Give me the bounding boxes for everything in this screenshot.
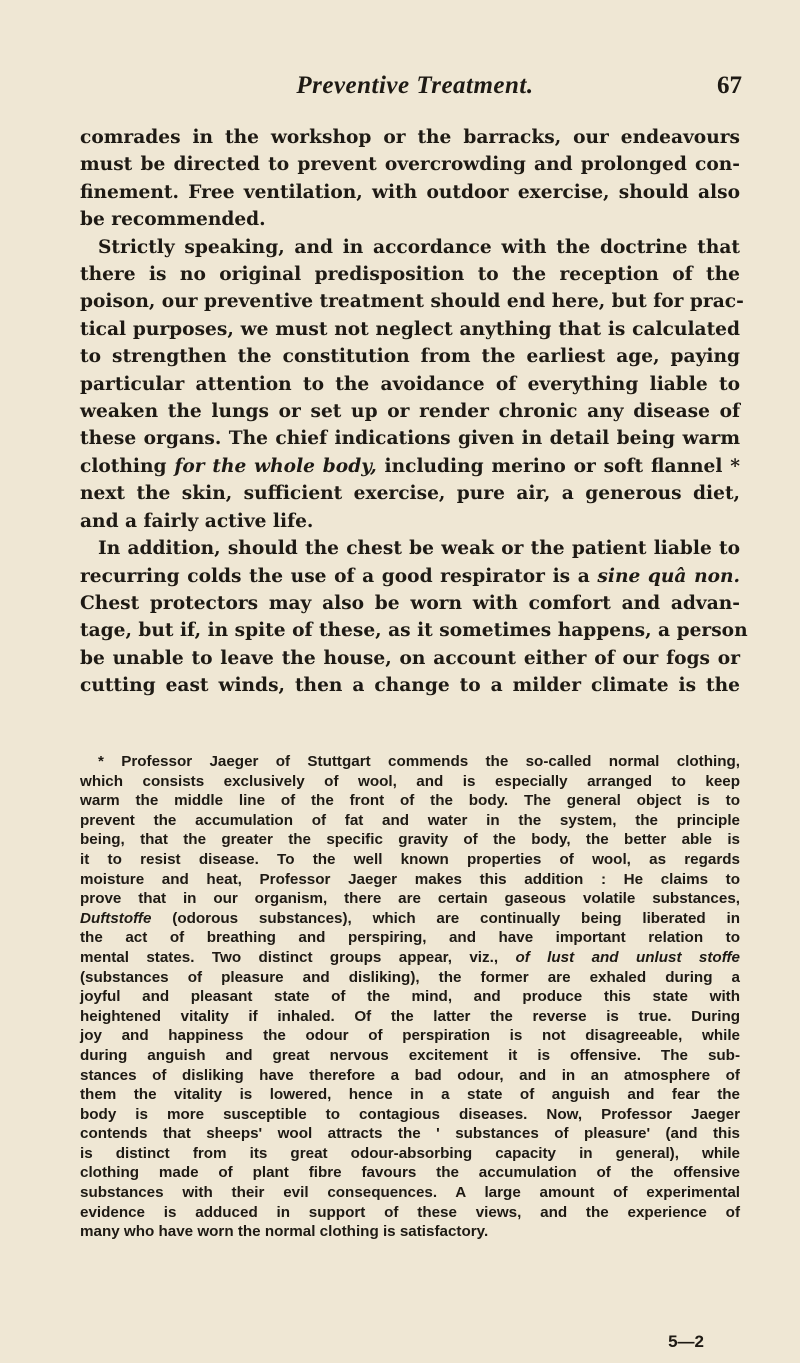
footnote-line: during anguish and great nervous excitement it is offensive. The sub- xyxy=(80,1046,740,1064)
footnote-line: body is more susceptible to contagious diseases. Now, Professor Jaeger xyxy=(80,1105,740,1123)
text-line: must be directed to prevent overcrowding and prolonged con- xyxy=(80,154,740,176)
footnote-line: which consists exclusively of wool, and is especially arranged to keep xyxy=(80,772,740,790)
text-line: be unable to leave the house, on account either of our fogs or xyxy=(80,647,740,669)
signature-mark: 5—2 xyxy=(668,1332,704,1351)
footnote-line: warm the middle line of the front of the body. The general object is to xyxy=(80,792,740,810)
text-line: cutting east winds, then a change to a milder climate is the xyxy=(80,675,740,697)
footnote xyxy=(80,752,740,1242)
footnote-line: contends that sheeps' wool attracts the ' substances of pleasure' (and this xyxy=(80,1125,740,1143)
footnote-line: evidence is adduced in support of these views, and the experience of xyxy=(80,1203,740,1221)
footnote-line: prove that in our organism, there are certain gaseous volatile substances, xyxy=(80,890,740,908)
footnote-line: clothing made of plant fibre favours the accumulation of the offensive xyxy=(80,1164,740,1182)
text-line: be recommended. xyxy=(80,209,266,231)
italic-phrase: for the whole body, xyxy=(174,455,377,477)
text-line: Chest protectors may also be worn with comfort and advan- xyxy=(80,592,740,614)
text-line: particular attention to the avoidance of everything liable to xyxy=(80,373,740,395)
footnote-line: prevent the accumulation of fat and water in the system, the principle xyxy=(80,811,740,829)
text-line: finement. Free ventilation, with outdoor exercise, should also xyxy=(80,181,740,203)
text-line: these organs. The chief indications given in detail being warm xyxy=(80,428,740,450)
footnote-line: (substances of pleasure and disliking), the former are exhaled during a xyxy=(80,968,740,986)
text-line: tage, but if, in spite of these, as it sometimes happens, a person xyxy=(80,620,748,642)
footnote-line: joy and happiness the odour of perspiration is not disagreeable, while xyxy=(80,1027,740,1045)
text-line: poison, our preventive treatment should end here, but for prac- xyxy=(80,291,744,313)
text-line: next the skin, sufficient exercise, pure air, a generous diet, xyxy=(80,483,740,505)
italic-term: of lust and unlust stoffe xyxy=(515,948,740,966)
text-line: In addition, should the chest be weak or the patient liable to xyxy=(98,538,740,560)
footnote-line: is distinct from its great odour-absorbing capacity in general), while xyxy=(80,1144,740,1162)
text-line-clothing: clothing for the whole body, including merino or soft flannel * xyxy=(80,455,741,477)
footnote-line: joyful and pleasant state of the mind, and produce this state with xyxy=(80,988,740,1006)
footnote-line: moisture and heat, Professor Jaeger makes this addition : He claims to xyxy=(80,870,740,888)
text-line: comrades in the workshop or the barracks, our endeavours xyxy=(80,127,740,148)
running-title: Preventive Treatment. xyxy=(296,72,534,99)
italic-term: Duftstoffe xyxy=(80,909,152,927)
text-line: weaken the lungs or set up or render chronic any disease of xyxy=(80,401,740,423)
footnote-line: the act of breathing and perspiring, and have important relation to xyxy=(80,929,740,947)
main-text xyxy=(80,124,748,700)
footnote-line: it to resist disease. To the well known properties of wool, as regards xyxy=(80,850,740,868)
footnote-line-lust: mental states. Two distinct groups appear, viz., of lust and unlust stoffe xyxy=(80,948,740,966)
italic-phrase: sine quâ non. xyxy=(597,565,740,587)
footnote-line: stances of disliking have therefore a bad odour, and in an atmosphere of xyxy=(80,1066,740,1084)
footnote-line: * Professor Jaeger of Stuttgart commends the so-called normal clothing, xyxy=(98,753,740,770)
text-line: Strictly speaking, and in accordance with the doctrine that xyxy=(98,236,740,258)
text-line: to strengthen the constitution from the earliest age, paying xyxy=(80,346,740,368)
footnote-line: being, that the greater the specific gravity of the body, the better able is xyxy=(80,831,740,849)
page-number: 67 xyxy=(717,72,742,99)
footnote-line: them the vitality is lowered, hence in a state of anguish and fear the xyxy=(80,1086,740,1104)
footnote-line: substances with their evil consequences. A large amount of experimental xyxy=(80,1184,740,1202)
footnote-line: many who have worn the normal clothing is satisfactory. xyxy=(80,1223,489,1241)
footnote-line-duftstoffe: Duftstoffe (odorous substances), which are continually being liberated in xyxy=(80,909,740,927)
text-line: and a fairly active life. xyxy=(80,510,314,532)
footnote-line: heightened vitality if inhaled. Of the latter the reverse is true. During xyxy=(80,1007,740,1025)
running-header xyxy=(88,72,742,106)
text-line: there is no original predisposition to the reception of the xyxy=(80,264,740,286)
text-line: tical purposes, we must not neglect anything that is calculated xyxy=(80,318,740,340)
text-line-respirator: recurring colds the use of a good respirator is a sine quâ non. xyxy=(80,565,740,587)
